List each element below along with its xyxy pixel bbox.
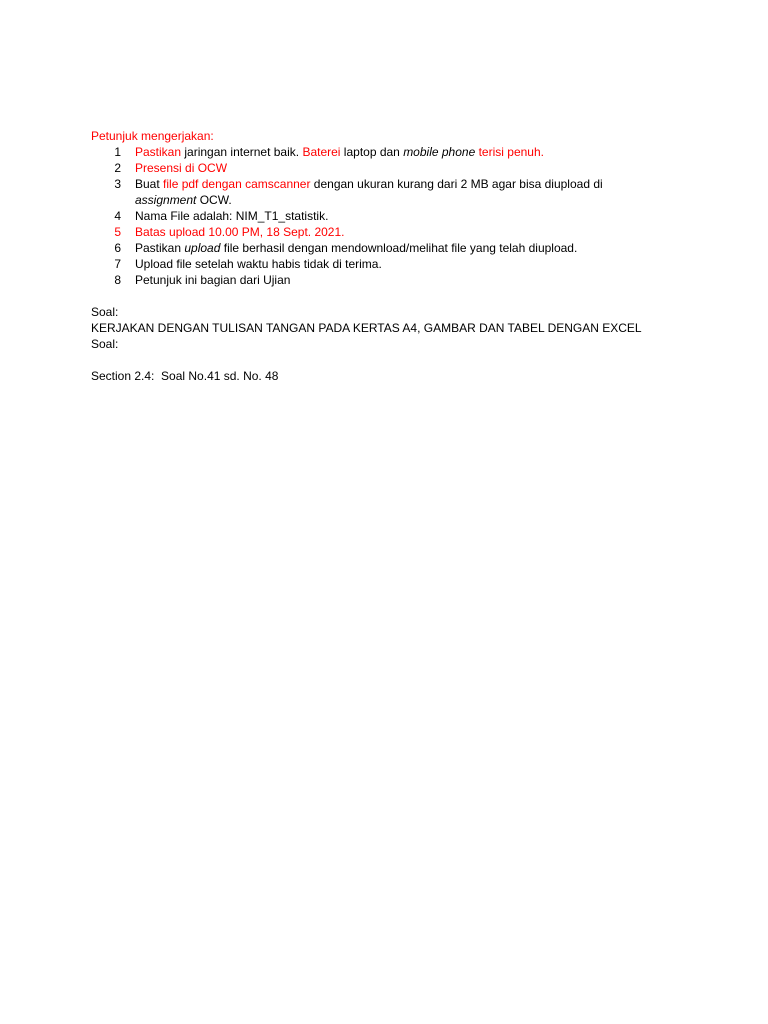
instruction-item-4	[91, 208, 651, 224]
text-segment: file pdf dengan camscanner	[163, 177, 311, 191]
instruction-item-5	[91, 224, 651, 240]
text-segment: dengan ukuran kurang dari 2 MB agar bisa diupload di	[310, 177, 603, 191]
text-segment: jaringan internet baik.	[181, 145, 303, 159]
item-text: Batas upload 10.00 PM, 18 Sept. 2021.	[135, 225, 345, 239]
text-segment: laptop dan	[340, 145, 404, 159]
text-segment: Buat	[135, 177, 164, 191]
soal-label: Soal:	[91, 305, 119, 319]
item-text: Upload file setelah waktu habis tidak di terima.	[135, 257, 382, 271]
item-number: 7	[114, 257, 121, 271]
soal-instruction: KERJAKAN DENGAN TULISAN TANGAN PADA KERTAS A4, GAMBAR DAN TABEL DENGAN EXCEL	[91, 321, 642, 335]
item-number: 1	[114, 145, 121, 159]
item-text: Nama File adalah: NIM_T1_statistik.	[135, 209, 329, 223]
item-number: 4	[114, 209, 121, 223]
text-segment: Pastikan	[135, 241, 185, 255]
item-text: Presensi di OCW	[135, 161, 228, 175]
instruction-item-6	[91, 240, 651, 256]
item-number: 2	[114, 161, 121, 175]
item-number: 6	[114, 241, 121, 255]
text-segment: Baterei	[302, 145, 341, 159]
instruction-item-7	[91, 256, 651, 272]
instructions-heading: Petunjuk mengerjakan:	[91, 129, 214, 143]
text-segment: file berhasil dengan mendownload/melihat file yang telah diupload.	[220, 241, 578, 255]
section-reference: Section 2.4: Soal No.41 sd. No. 48	[91, 369, 279, 383]
text-segment: OCW.	[196, 193, 232, 207]
item-text	[135, 144, 635, 160]
item-number: 3	[114, 177, 121, 191]
text-segment: mobile phone	[403, 145, 476, 159]
text-segment: upload	[184, 241, 221, 255]
item-text	[135, 176, 635, 208]
text-segment: .	[540, 145, 544, 159]
text-segment: Pastikan	[135, 145, 182, 159]
item-number: 5	[114, 225, 121, 239]
instruction-item-1	[91, 144, 651, 160]
item-text: Petunjuk ini bagian dari Ujian	[135, 273, 291, 287]
item-text	[135, 240, 635, 256]
item-number: 8	[114, 273, 121, 287]
soal-label-2: Soal:	[91, 337, 119, 351]
instruction-item-2	[91, 160, 651, 176]
instruction-item-3	[91, 176, 651, 208]
text-segment: terisi penuh	[478, 145, 541, 159]
text-segment: assignment	[135, 193, 197, 207]
instruction-item-8	[91, 272, 651, 288]
